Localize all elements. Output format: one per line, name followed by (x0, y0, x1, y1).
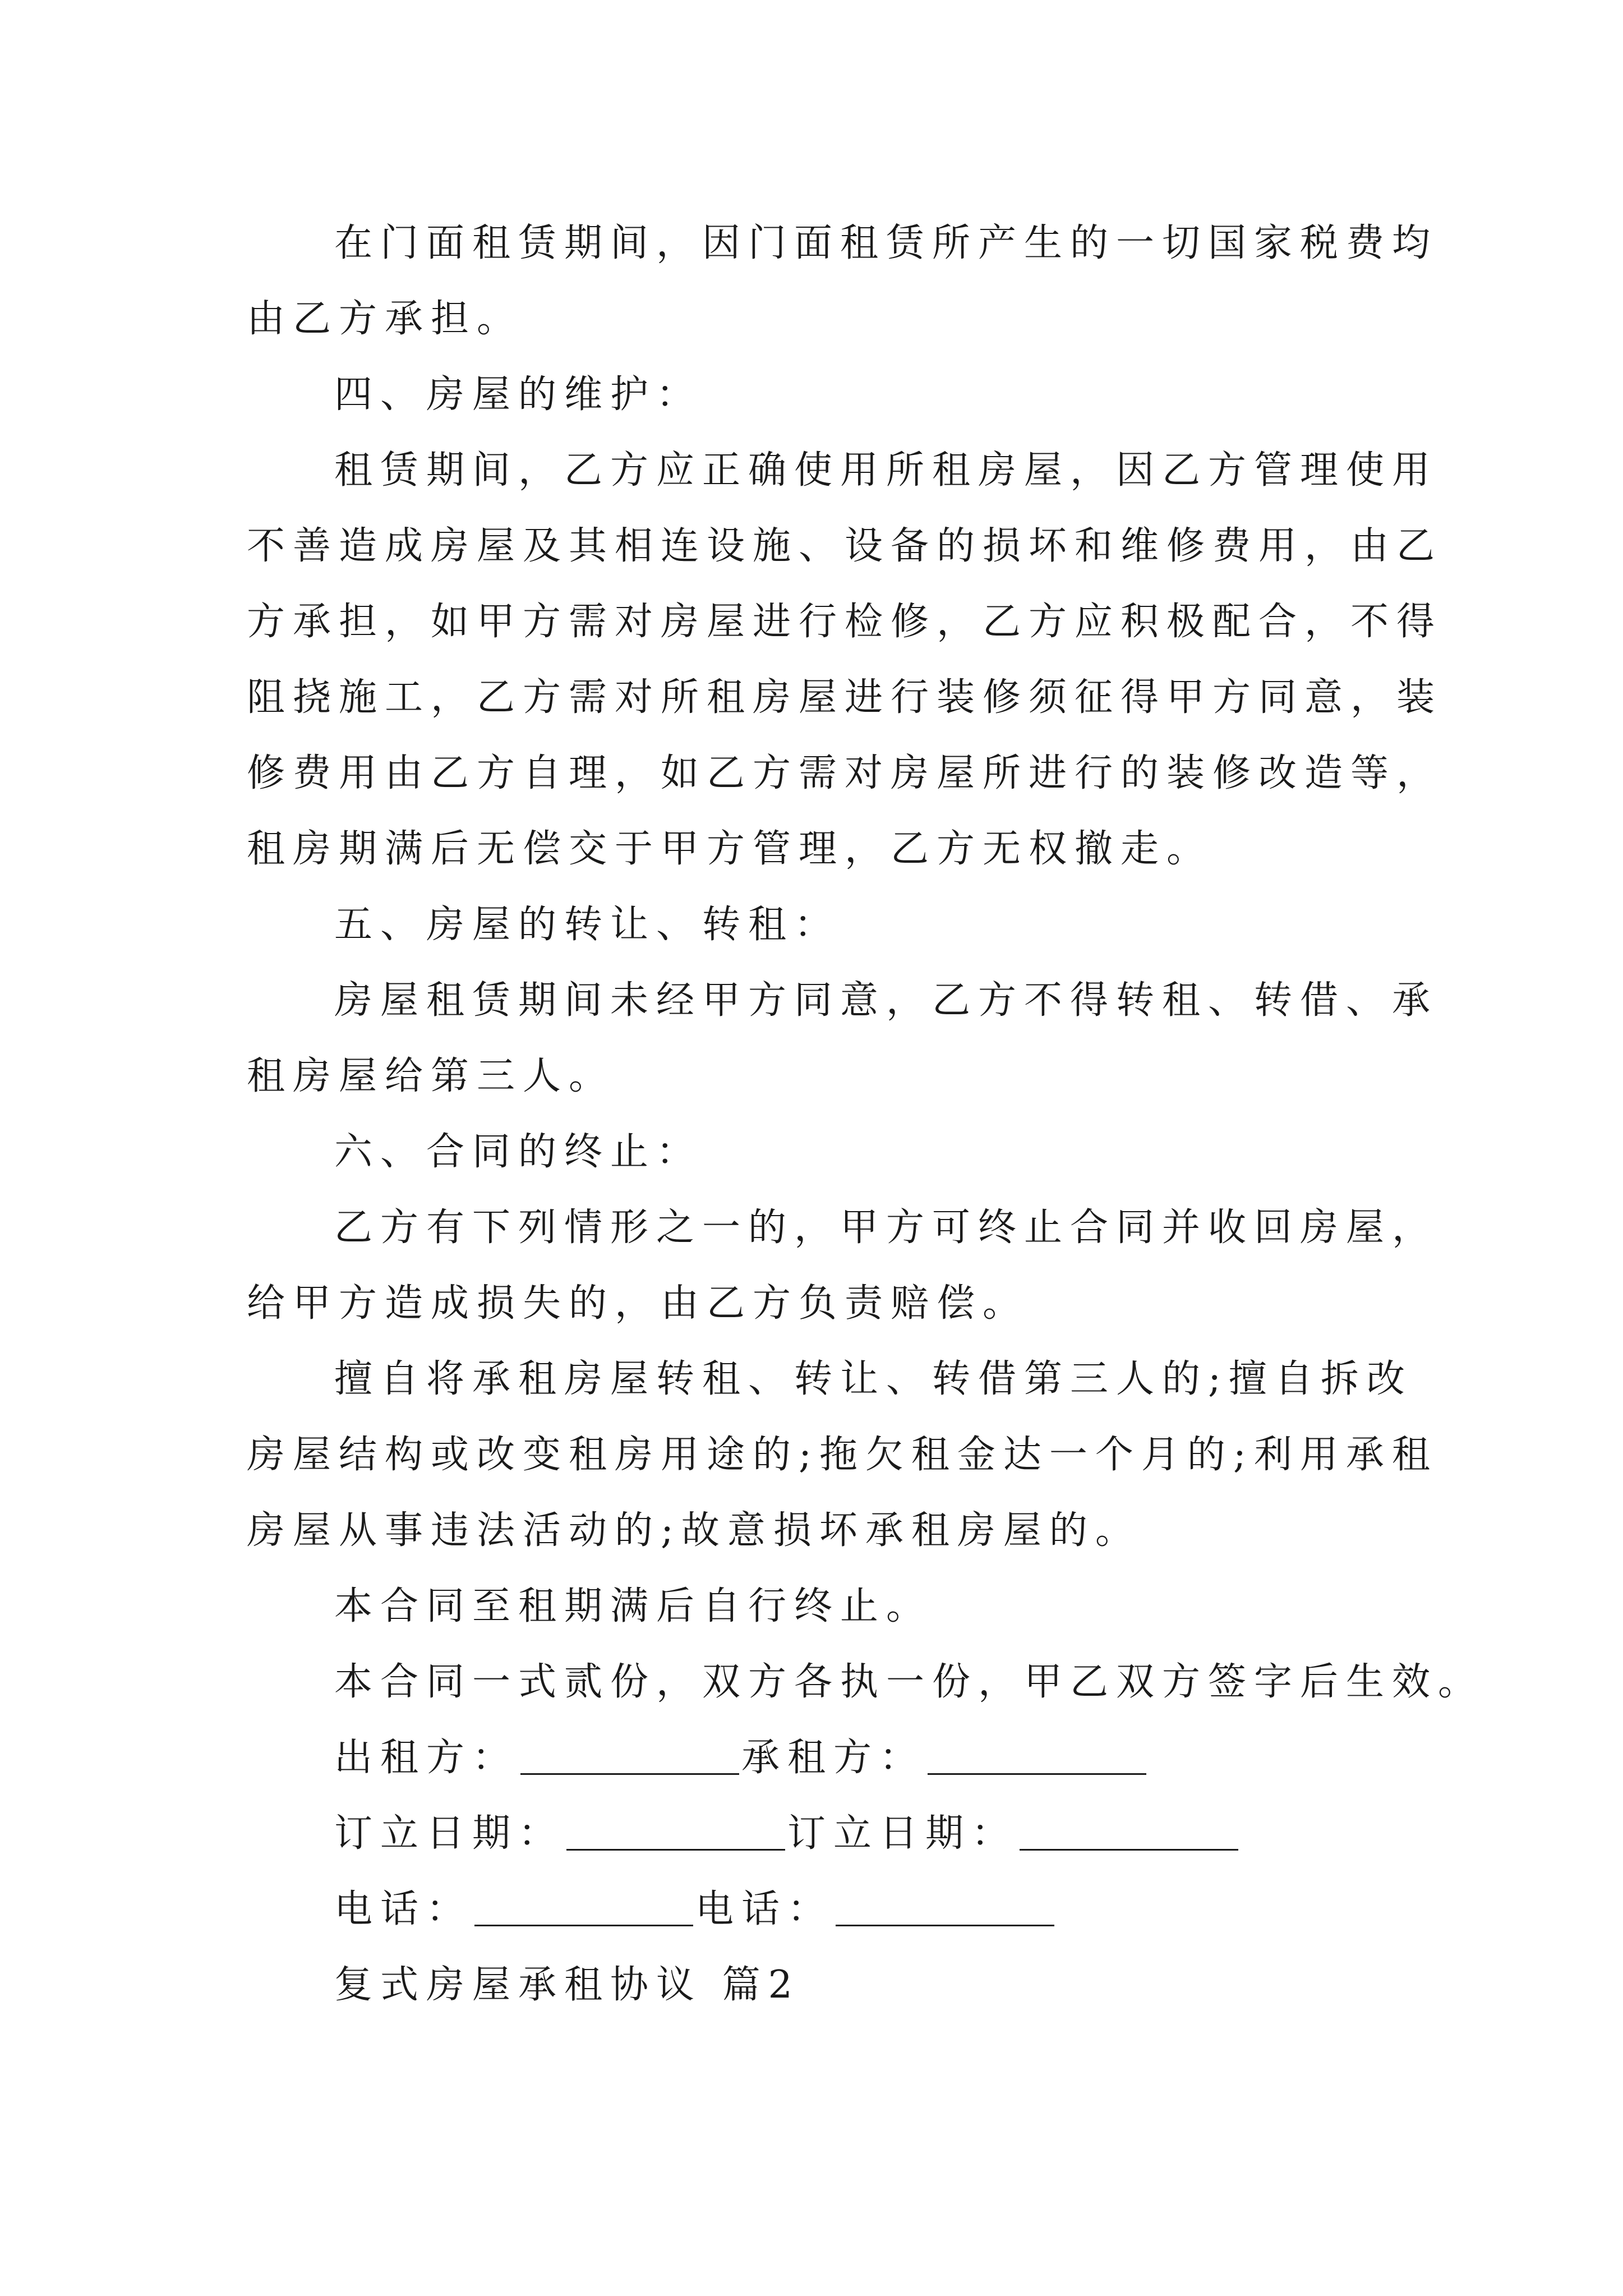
section-heading: 四、房屋的维护： (334, 372, 703, 417)
paragraph-line: 修费用由乙方自理，如乙方需对房屋所进行的装修改造等， (247, 751, 1443, 795)
phone-blank-lessee (836, 1925, 1054, 1926)
paragraph-line: 房屋结构或改变租房用途的;拖欠租金达一个月的;利用承租 (247, 1433, 1438, 1477)
date-label-lessor: 订立日期： (334, 1811, 565, 1856)
lessor-label: 出租方： (334, 1736, 519, 1780)
phone-blank-lessor (474, 1925, 693, 1926)
paragraph-line: 本合同至租期满后自行终止。 (334, 1584, 933, 1628)
paragraph-line: 由乙方承担。 (247, 297, 523, 341)
date-label-lessee: 订立日期： (787, 1811, 1018, 1856)
paragraph-line: 擅自将承租房屋转租、转让、转借第三人的;擅自拆改 (334, 1357, 1413, 1401)
phone-label-lessee: 电话： (695, 1887, 834, 1931)
paragraph-line: 租房屋给第三人。 (247, 1054, 615, 1098)
paragraph-line: 房屋租赁期间未经甲方同意，乙方不得转租、转借、承 (334, 978, 1438, 1023)
paragraph-line: 本合同一式贰份，双方各执一份，甲乙双方签字后生效。 (334, 1660, 1484, 1704)
paragraph-line: 乙方有下列情形之一的，甲方可终止合同并收回房屋， (334, 1205, 1438, 1250)
signature-line-phones (334, 1887, 1057, 1931)
paragraph-line: 给甲方造成损失的，由乙方负责赔偿。 (247, 1281, 1029, 1326)
date-blank-lessee (1020, 1849, 1238, 1851)
date-blank-lessor (566, 1849, 785, 1851)
paragraph-line: 阻挠施工，乙方需对所租房屋进行装修须征得甲方同意，装 (247, 675, 1443, 720)
paragraph-line: 租赁期间，乙方应正确使用所租房屋，因乙方管理使用 (334, 448, 1438, 493)
paragraph-line: 房屋从事违法活动的;故意损坏承租房屋的。 (247, 1508, 1141, 1553)
section-heading: 五、房屋的转让、转租： (334, 903, 841, 947)
paragraph-line: 租房期满后无偿交于甲方管理，乙方无权撤走。 (247, 827, 1213, 871)
phone-label-lessor: 电话： (334, 1887, 473, 1931)
next-section-title: 复式房屋承租协议 篇2 (334, 1963, 800, 2007)
signature-line-dates (334, 1811, 1241, 1856)
lessee-blank (928, 1773, 1146, 1775)
section-heading: 六、合同的终止： (334, 1130, 703, 1174)
paragraph-line: 在门面租赁期间，因门面租赁所产生的一切国家税费均 (334, 221, 1438, 265)
signature-line-parties (334, 1736, 1149, 1780)
paragraph-line: 不善造成房屋及其相连设施、设备的损坏和维修费用，由乙 (247, 524, 1443, 568)
lessee-label: 承租方： (741, 1736, 926, 1780)
paragraph-line: 方承担，如甲方需对房屋进行检修，乙方应积极配合，不得 (247, 600, 1443, 644)
lessor-blank (520, 1773, 739, 1775)
